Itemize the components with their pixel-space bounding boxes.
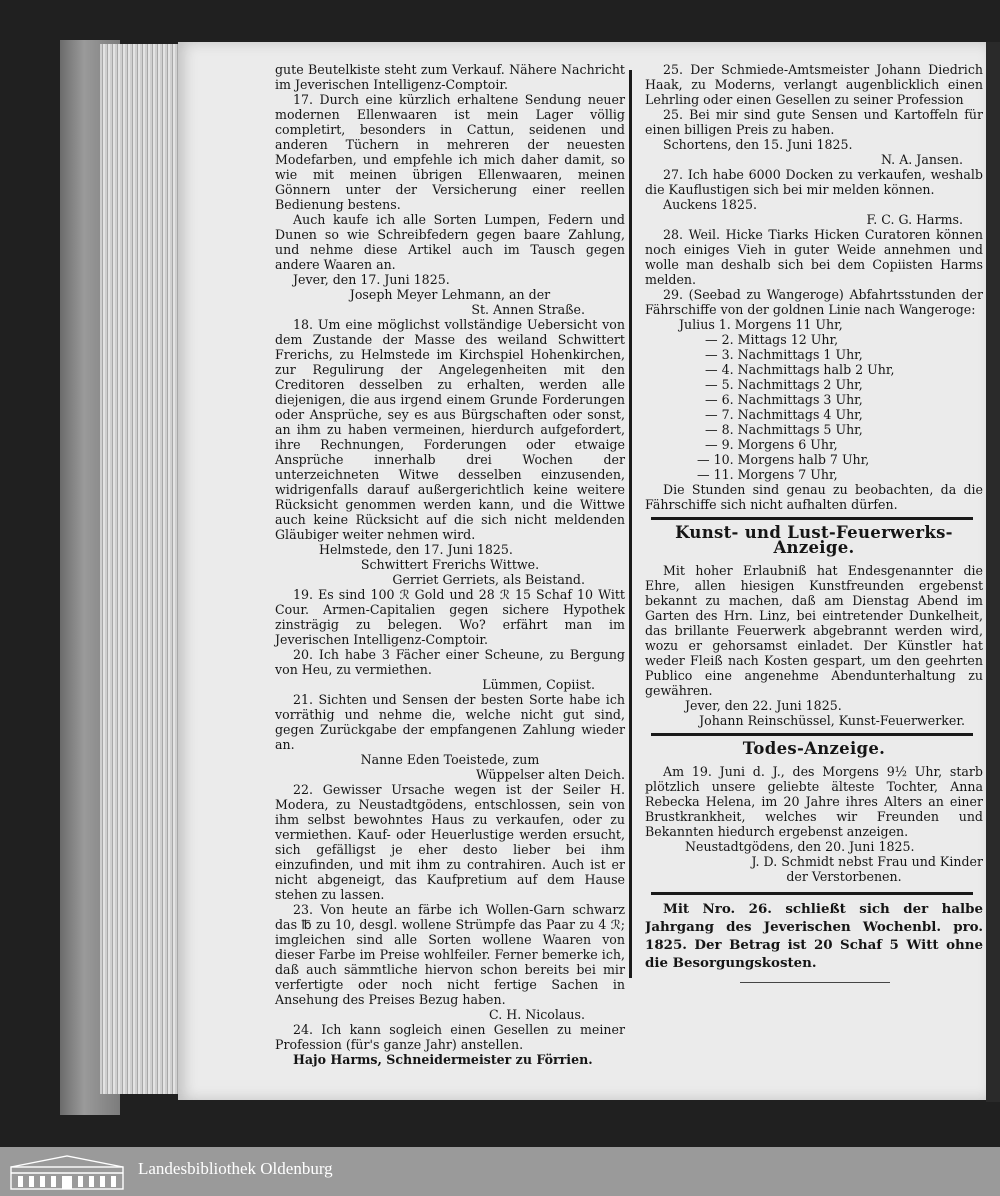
fireworks-heading: Kunst- und Lust-Feuerwerks-Anzeige. [675, 523, 953, 557]
end-rule [740, 982, 890, 983]
ad-17-signature-address: St. Annen Straße. [471, 302, 585, 317]
section-rule [651, 733, 973, 736]
death-notice-signature-line2: der Verstorbenen. [786, 869, 902, 884]
ad-16-tail: gute Beutelkiste steht zum Verkauf. Nähere Nachricht im Jeverischen Intelligenz-Comptoir. [275, 62, 625, 92]
column-divider [629, 70, 632, 978]
fireworks-text: Mit hoher Erlaubniß hat Endesgenannter die Ehre, allen hiesigen Kunstfreunden ergebenst bekannt zu machen, daß am Dienstag Abend im Garten des Hrn. Linz, bei eintretender Dunkelheit, das brillante Feuerwerk abgebrannt werden wird, wozu er gehorsamst einladet. Der Künstler hat weder Fleiß nach Kosten gespart, um den geehrten Publico eine angenehme Abendunterhaltung zu gewähren. [645, 563, 983, 698]
left-column [275, 62, 625, 1067]
ad-18-place-date: Helmstede, den 17. Juni 1825. [319, 542, 513, 557]
ad-18-guardian: Gerriet Gerriets, als Beistand. [392, 572, 585, 587]
ad-18-signature: Schwittert Frerichs Wittwe. [360, 557, 540, 572]
ad-17-continued: Auch kaufe ich alle Sorten Lumpen, Federn und Dunen so wie Schreibfedern gegen baare Zahlung, und nehme diese Artikel auch im Tausch gegen andere Waaren an. [275, 212, 625, 272]
ad-27-signature: F. C. G. Harms. [866, 212, 963, 227]
schedule-row: — 3. Nachmittags 1 Uhr, [705, 347, 863, 362]
ad-24: 24. Ich kann sogleich einen Gesellen zu meiner Profession (für's ganze Jahr) anstellen. [275, 1022, 625, 1052]
ad-20-signature: Lümmen, Copiist. [482, 677, 595, 692]
ad-25b: 25. Bei mir sind gute Sensen und Kartoffeln für einen billigen Preis zu haben. [645, 107, 983, 137]
closing-notice: Mit Nro. 26. schließt sich der halbe Jahrgang des Jeverischen Wochenbl. pro. 1825. Der Betrag ist 20 Schaf 5 Witt ohne die Besorgungskosten. [645, 901, 983, 971]
ad-28: 28. Weil. Hicke Tiarks Hicken Curatoren können noch einiges Vieh in guter Weide annehmen und wolle man deshalb sich bei dem Copiisten Harms melden. [645, 227, 983, 287]
schedule-row: — 2. Mittags 12 Uhr, [705, 332, 839, 347]
ad-20: 20. Ich habe 3 Fächer einer Scheune, zu Bergung von Heu, zu vermiethen. [275, 647, 625, 677]
ad-21-signature-place: Wüppelser alten Deich. [476, 767, 625, 782]
ad-27-place-date: Auckens 1825. [663, 197, 757, 212]
ad-27: 27. Ich habe 6000 Docken zu verkaufen, weshalb die Kauflustigen sich bei mir melden können. [645, 167, 983, 197]
ad-17-place-date: Jever, den 17. Juni 1825. [293, 272, 450, 287]
ad-25: 25. Der Schmiede-Amtsmeister Johann Diedrich Haak, zu Moderns, verlangt augenblicklich einen Lehrling oder einen Gesellen zu seiner Profession [645, 62, 983, 107]
library-name: Landesbibliothek Oldenburg [138, 1159, 333, 1178]
death-notice-signature: J. D. Schmidt nebst Frau und Kinder [751, 854, 983, 869]
ad-17-signature: Joseph Meyer Lehmann, an der [349, 287, 551, 302]
ad-23-signature: C. H. Nicolaus. [489, 1007, 585, 1022]
section-rule [651, 517, 973, 520]
library-building-logo-icon [8, 1153, 126, 1191]
schedule-row: — 4. Nachmittags halb 2 Uhr, [705, 362, 895, 377]
fireworks-place-date: Jever, den 22. Juni 1825. [685, 698, 842, 713]
ad-22: 22. Gewisser Ursache wegen ist der Seiler H. Modera, zu Neustadtgödens, entschlossen, sein von ihm selbst bewohntes Haus zu verkaufen, oder zu vermiethen. Kauf- oder Heuerlustige werden ersucht, sich gefälligst je eher desto lieber bei ihm einzufinden, und mit ihm zu contrahiren. Auch ist er nicht abgeneigt, das Kaufpretium auf dem Hause stehen zu lassen. [275, 782, 625, 902]
page-stack-edge [100, 44, 180, 1094]
schedule-row: — 8. Nachmittags 5 Uhr, [705, 422, 863, 437]
ad-24-signature: Hajo Harms, Schneidermeister zu Förrien. [293, 1052, 593, 1067]
schedule-row: — 5. Nachmittags 2 Uhr, [705, 377, 863, 392]
ad-23: 23. Von heute an färbe ich Wollen-Garn schwarz das ℔ zu 10, desgl. wollene Strümpfe das Paar zu 4 ℛ; imgleichen sind alle Sorten wollene Waaren von dieser Farbe im Preise wohlfeiler. Ferner bemerke ich, daß auch sämmtliche hiervon schon bereits bei mir verfertigte oder noch nicht fertige Sachen in Ansehung des Preises Bezug haben. [275, 902, 625, 1007]
ferry-schedule [645, 317, 983, 482]
ad-19: 19. Es sind 100 ℛ Gold und 28 ℛ 15 Schaf 10 Witt Cour. Armen-Capitalien gegen sichere Hypothek zinsträgig zu belegen. Wo? erfährt man im Jeverischen Intelligenz-Comptoir. [275, 587, 625, 647]
ad-21-signature: Nanne Eden Toeistede, zum [360, 752, 540, 767]
death-notice-place-date: Neustadtgödens, den 20. Juni 1825. [685, 839, 915, 854]
ad-21: 21. Sichten und Sensen der besten Sorte habe ich vorräthig und nehme die, welche nicht gut sind, gegen Zurückgabe der empfangenen Zahlung wieder an. [275, 692, 625, 752]
ad-29-note: Die Stunden sind genau zu beobachten, da die Fährschiffe sich nicht aufhalten dürfen. [645, 482, 983, 512]
ad-17: 17. Durch eine kürzlich erhaltene Sendung neuer modernen Ellenwaaren ist mein Lager völlig completirt, besonders in Cattun, seidenen und anderen Tüchern in mehreren der neuesten Modefarben, und empfehle ich mich daher damit, so wie mit meinen übrigen Ellenwaaren, meinen Gönnern unter der Versicherung einer reellen Bedienung bestens. [275, 92, 625, 212]
section-rule [651, 892, 973, 895]
library-footer-bar [0, 1147, 1000, 1196]
right-page-edge [986, 42, 1000, 1102]
ad-25b-signature: N. A. Jansen. [880, 152, 963, 167]
schedule-row: — 10. Morgens halb 7 Uhr, [697, 452, 870, 467]
fireworks-signature: Johann Reinschüssel, Kunst-Feuerwerker. [699, 713, 965, 728]
schedule-row: Julius 1. Morgens 11 Uhr, [679, 317, 843, 332]
death-notice-heading: Todes-Anzeige. [742, 739, 886, 758]
ad-25b-place-date: Schortens, den 15. Juni 1825. [663, 137, 853, 152]
ad-29: 29. (Seebad zu Wangeroge) Abfahrtsstunden der Fährschiffe von der goldnen Linie nach Wangeroge: [645, 287, 983, 317]
death-notice-text: Am 19. Juni d. J., des Morgens 9½ Uhr, starb plötzlich unsere geliebte älteste Tochter, Anna Rebecka Helena, im 20 Jahre ihres Alters an einer Brustkrankheit, welches wir Freunden und Bekannten hiedurch ergebenst anzeigen. [645, 764, 983, 839]
schedule-row: — 6. Nachmittags 3 Uhr, [705, 392, 863, 407]
schedule-row: — 9. Morgens 6 Uhr, [705, 437, 838, 452]
schedule-row: — 7. Nachmittags 4 Uhr, [705, 407, 863, 422]
ad-18: 18. Um eine möglichst vollständige Uebersicht von dem Zustande der Masse des weiland Schwittert Frerichs, zu Helmstede im Kirchspiel Hohenkirchen, zur Regulirung der Angelegenheiten mit den Creditoren desselben zu erhalten, werden alle diejenigen, die aus irgend einem Grunde Forderungen oder Ansprüche, sey es aus Bürgschaften oder sonst, an ihm zu haben vermeinen, hierdurch aufgefordert, ihre Rechnungen, Forderungen oder etwaige Ansprüche innerhalb drei Wochen der unterzeichneten Witwe desselben einzusenden, widrigenfalls darauf außergerichtlich keine weitere Rücksicht genommen werden kann, und die Wittwe auch keine Rücksicht auf die sich nicht meldenden Gläubiger weiter nehmen wird. [275, 317, 625, 542]
schedule-row: — 11. Morgens 7 Uhr, [697, 467, 838, 482]
right-column [645, 62, 983, 983]
